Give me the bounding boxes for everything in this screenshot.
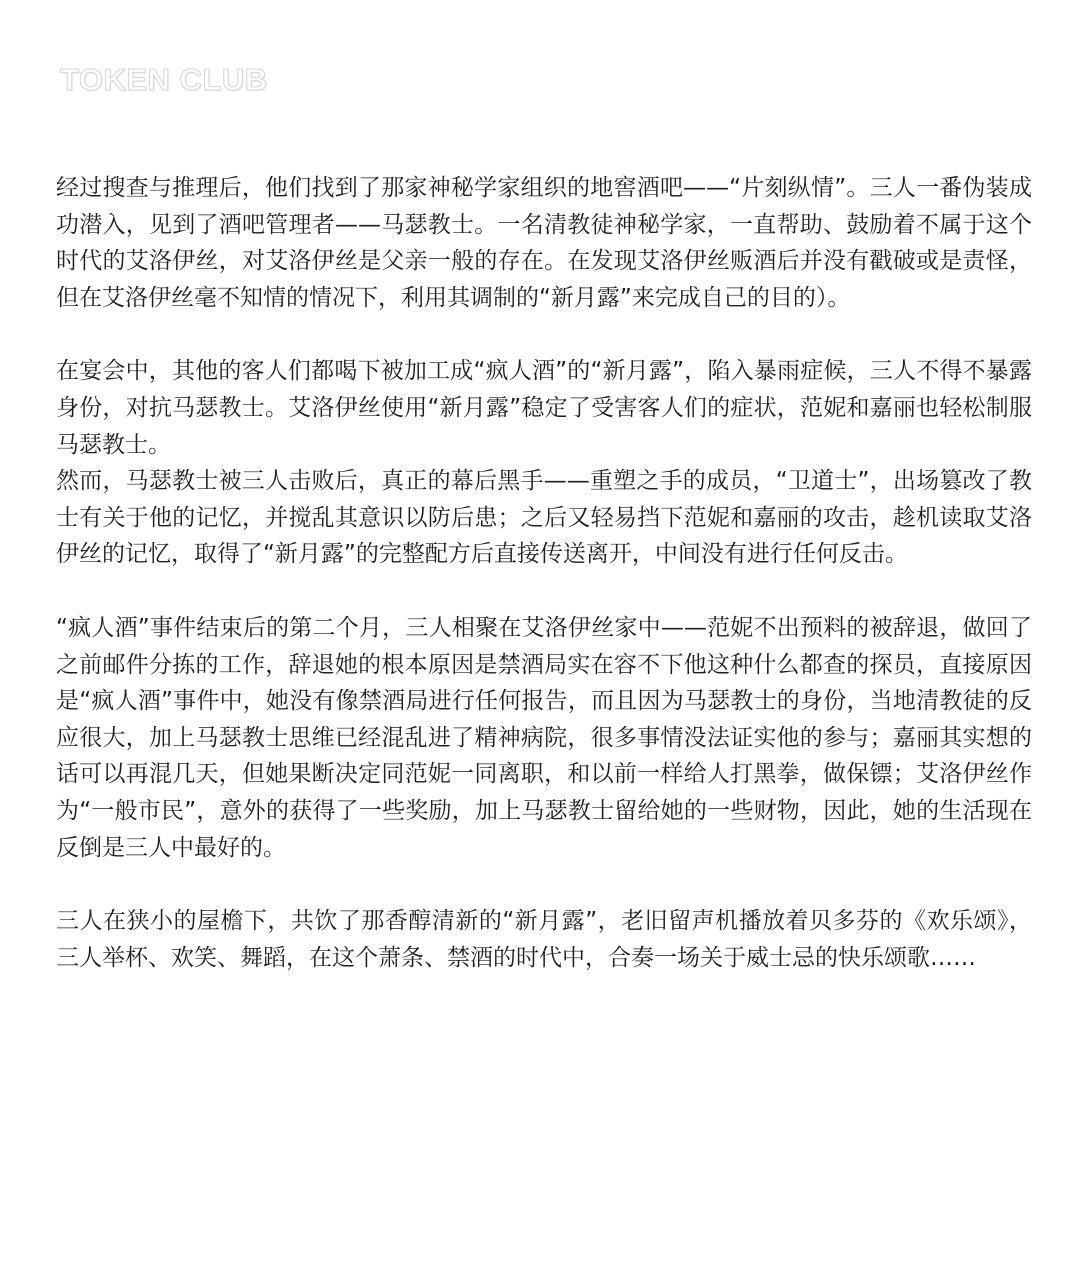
paragraph-ending: 三人在狭小的屋檐下，共饮了那香醇清新的“新月露”，老旧留声机播放着贝多芬的《欢乐颂》，三人举杯、欢笑、舞蹈，在这个萧条、禁酒的时代中，合奏一场关于威士忌的快乐颂歌……: [56, 908, 1032, 971]
paragraph-banquet: 在宴会中，其他的客人们都喝下被加工成“疯人酒”的“新月露”，陷入暴雨症候，三人不得不暴露身份，对抗马瑟教士。艾洛伊丝使用“新月露”稳定了受害客人们的症状，范妮和嘉丽也轻松制服马瑟教士。: [56, 358, 1032, 458]
paragraph-aftermath: “疯人酒”事件结束后的第二个月，三人相聚在艾洛伊丝家中——范妮不出预料的被辞退，做回了之前邮件分拣的工作，辞退她的根本原因是禁酒局实在容不下他这种什么都查的探员，直接原因是“疯人酒”事件中，她没有像禁酒局进行任何报告，而且因为马瑟教士的身份，当地清教徒的反应很大，加上马瑟教士思维已经混乱进了精神病院，很多事情没法证实他的参与；嘉丽其实想的话可以再混几天，但她果断决定同范妮一同离职，和以前一样给人打黑拳，做保镖；艾洛伊丝作为“一般市民”，意外的获得了一些奖励，加上马瑟教士留给她的一些财物，因此，她的生活现在反倒是三人中最好的。: [56, 614, 1032, 861]
paragraph-discovery: 经过搜查与推理后，他们找到了那家神秘学家组织的地窖酒吧——“片刻纵情”。三人一番伪装成功潜入，见到了酒吧管理者——马瑟教士。一名清教徒神秘学家，一直帮助、鼓励着不属于这个时代的艾洛伊丝，对艾洛伊丝是父亲一般的存在。在发现艾洛伊丝贩酒后并没有戳破或是责怪，但在艾洛伊丝毫不知情的情况下，利用其调制的“新月露”来完成自己的目的）。: [56, 175, 1032, 311]
watermark-logo: TOKEN CLUB: [60, 62, 268, 97]
article-body: [56, 170, 1032, 976]
paragraph-gap: [56, 866, 1032, 903]
paragraph-gap: [56, 316, 1032, 353]
paragraph-gap: [56, 573, 1032, 610]
paragraph-mastermind: 然而，马瑟教士被三人击败后，真正的幕后黑手——重塑之手的成员，“卫道士”，出场篡改了教士有关于他的记忆，并搅乱其意识以防后患；之后又轻易挡下范妮和嘉丽的攻击，趁机读取艾洛伊丝的记忆，取得了“新月露”的完整配方后直接传送离开，中间没有进行任何反击。: [56, 468, 1032, 568]
